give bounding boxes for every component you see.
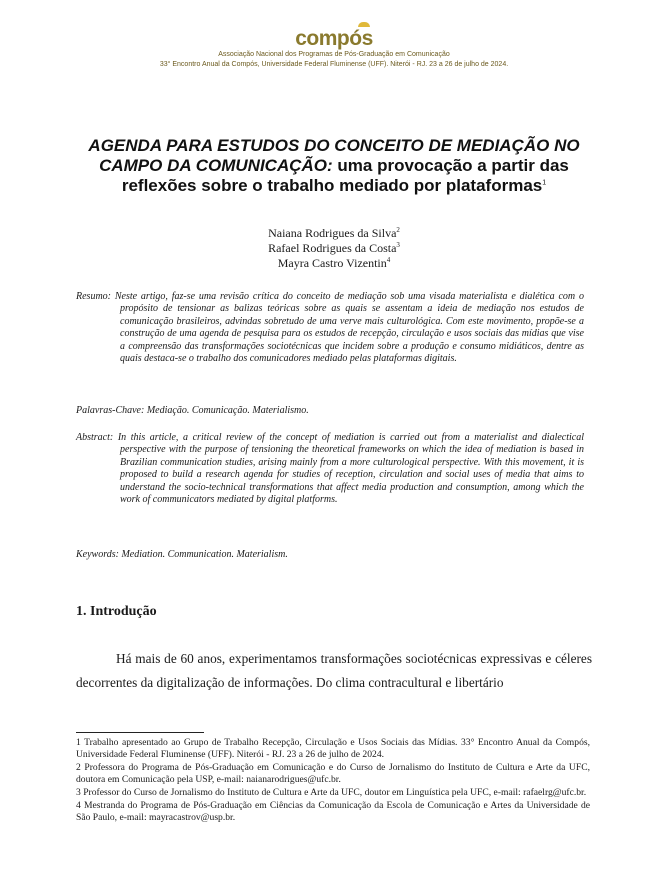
keywords [76, 549, 540, 561]
footnote: 2 Professora do Programa de Pós-Graduação em Comunicação e do Curso de Jornalismo do Instituto de Cultura e Arte da UFC, doutora em Comunicação pela USP, e-mail: naianarodrigues@ufc.br. [76, 761, 590, 786]
abstract [76, 432, 584, 506]
title-subtitle: uma provocação a partir das reflexões sobre o trabalho mediado por plataformas [121, 156, 569, 195]
compos-logo [295, 28, 373, 50]
section-heading: 1. Introdução [76, 604, 157, 619]
resumo [76, 291, 584, 365]
resumo-label: Resumo: [76, 291, 111, 302]
palavras-chave [76, 405, 540, 417]
palavras-chave-label: Palavras-Chave: [76, 405, 145, 416]
author-list [0, 226, 668, 271]
title-main: AGENDA PARA ESTUDOS DO CONCEITO DE MEDIAÇÃO NO CAMPO DA COMUNICAÇÃO: [88, 136, 580, 175]
paper-title [60, 136, 608, 196]
logo-text: compós [295, 27, 373, 50]
footnotes [76, 737, 590, 824]
body-paragraph: Há mais de 60 anos, experimentamos transformações sociotécnicas expressivas e céleres decorrentes da digitalização de informações. Do clima contracultural e libertário [76, 651, 592, 690]
author: Rafael Rodrigues da Costa$^3$ [268, 241, 400, 255]
logo-accent-icon [358, 22, 370, 27]
footnote-divider [76, 732, 204, 733]
abstract-label: Abstract: [76, 432, 114, 443]
footnote: 3 Professor do Curso de Jornalismo do Instituto de Cultura e Arte da UFC, doutor em Linguística pela UFC, e-mail: rafaelrg@ufc.br. [76, 786, 587, 798]
title-footnote-ref: 1 [542, 179, 547, 187]
palavras-chave-text: Mediação. Comunicação. Materialismo. [146, 405, 309, 416]
conference-info: 33° Encontro Anual da Compós, Universidade Federal Fluminense (UFF). Niterói - RJ. 23 a 26 de julho de 2024. [159, 61, 509, 68]
keywords-text: Mediation. Communication. Materialism. [121, 549, 288, 560]
keywords-label: Keywords: [76, 549, 119, 560]
author: Naiana Rodrigues da Silva$^2$ [268, 226, 400, 240]
association-name: Associação Nacional dos Programas de Pós-Graduação em Comunicação [218, 51, 450, 58]
page-header [0, 28, 668, 70]
footnote: 1 Trabalho apresentado ao Grupo de Trabalho Recepção, Circulação e Usos Sociais das Mídias. 33° Encontro Anual da Compós, Universidade Federal Fluminense (UFF). Niterói - RJ. 23 a 26 de julho de 2024. [76, 737, 590, 761]
footnote: 4 Mestranda do Programa de Pós-Graduação em Ciências da Comunicação da Escola de Comunicação e Artes da Universidade de São Paulo, e-mail: mayracastrov@usp.br. [76, 799, 591, 823]
abstract-text: In this article, a critical review of the concept of mediation is carried out from a materialist and dialectical perspective with the purpose of tensioning the theoretical frameworks on which the idea of mediation is based in Brazilian communication studies, arising mainly from a more culturological perspective. With this movement, it is proposed to build a research agenda for studies of reception, circulation and social uses of media that aims to understand the socio-technical transformations that affect media production and consumption, among which the work of communicators mediated by digital platforms. [117, 432, 585, 506]
resumo-text: Neste artigo, faz-se uma revisão crítica do conceito de mediação sob uma visada materialista e dialética com o propósito de tensionar as balizas teóricas sobre as quais se assentam a ideia de mediação nos estudos de comunicação brasileiros, advindas sobretudo de uma verve mais culturológica. Com este movimento, propõe-se a construção de uma agenda de pesquisa para os estudos de recepção, circulação e usos sociais das mídias que vise a compreensão das transformações sociotécnicas que incidem sobre a produção e consumo midiáticos, dentre as quais destaca-se o trabalho dos comunicadores mediado pelas plataformas digitais. [114, 291, 584, 365]
author: Mayra Castro Vizentin$^4$ [277, 256, 391, 270]
